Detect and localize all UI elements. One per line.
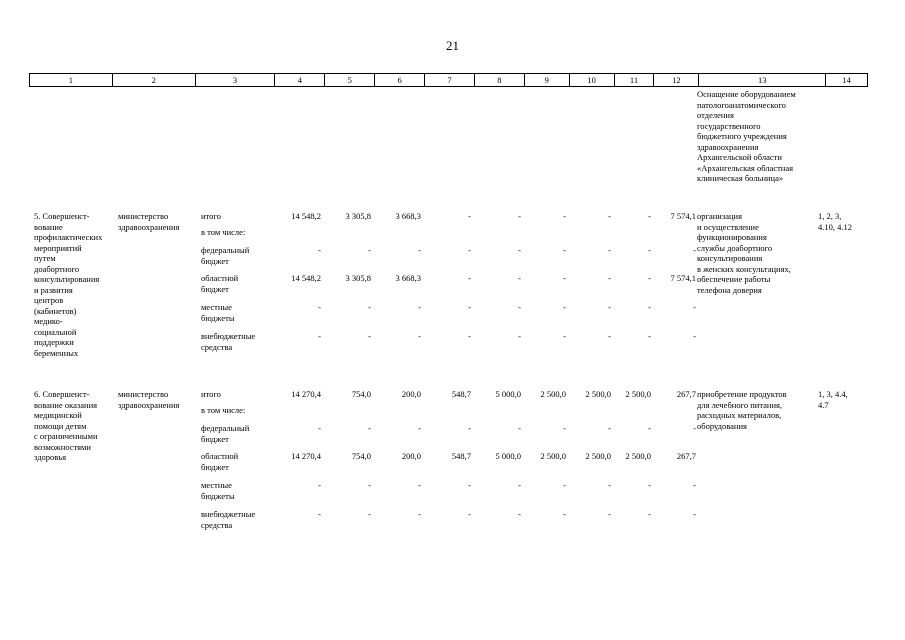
value-cell: 2 500,0	[625, 389, 651, 399]
value-cell: -	[418, 331, 421, 341]
value-cell: -	[563, 211, 566, 221]
value-cell: -	[468, 509, 471, 519]
funding-source: итого	[201, 389, 221, 399]
value-cell: 5 000,0	[495, 389, 521, 399]
value-cell: -	[563, 509, 566, 519]
value-cell: -	[563, 245, 566, 255]
value-cell: -	[693, 302, 696, 312]
value-cell: -	[418, 509, 421, 519]
value-cell: -	[468, 302, 471, 312]
value-cell: -	[518, 211, 521, 221]
value-cell: -	[693, 423, 696, 433]
value-cell: -	[318, 245, 321, 255]
value-cell: -	[563, 480, 566, 490]
funding-source: местные бюджеты	[201, 480, 235, 501]
funding-source: местные бюджеты	[201, 302, 235, 323]
value-cell: -	[518, 423, 521, 433]
value-cell: 14 270,4	[291, 451, 321, 461]
value-cell: -	[563, 273, 566, 283]
event-name: 6. Совершенст- вование оказания медицинской помощи детям с ограниченными возможностями здоровья	[34, 389, 98, 462]
value-cell: 754,0	[351, 389, 371, 399]
value-cell: -	[368, 480, 371, 490]
header-cell-10: 10	[570, 74, 615, 86]
value-cell: -	[648, 331, 651, 341]
value-cell: -	[563, 423, 566, 433]
event-name: 5. Совершенст- вование профилактических мероприятий путем доабортного консультирования и развития центров (кабинетов) медико- социальной поддержки беременных	[34, 211, 103, 358]
value-cell: -	[563, 302, 566, 312]
header-cell-1: 1	[30, 74, 113, 86]
header-cell-14: 14	[842, 75, 851, 85]
value-cell: -	[693, 480, 696, 490]
value-cell: -	[468, 273, 471, 283]
value-cell: -	[518, 302, 521, 312]
value-cell: -	[318, 480, 321, 490]
value-cell: 2 500,0	[585, 451, 611, 461]
funding-source: областной бюджет	[201, 451, 239, 472]
header-cell-6: 6	[375, 74, 425, 86]
value-cell: -	[608, 480, 611, 490]
funding-source: итого	[201, 211, 221, 221]
value-cell: -	[368, 302, 371, 312]
value-cell: 267,7	[676, 389, 696, 399]
expected-result: организация и осуществление функционирования службы доабортного консультирования в женских консультациях, обеспечение работы телефона доверия	[697, 211, 791, 295]
executor: министерство здравоохранения	[118, 389, 180, 410]
value-cell: -	[693, 331, 696, 341]
value-cell: 3 305,8	[345, 211, 371, 221]
value-cell: 3 668,3	[395, 211, 421, 221]
value-cell: -	[318, 423, 321, 433]
value-cell: -	[648, 423, 651, 433]
value-cell: -	[468, 245, 471, 255]
value-cell: 548,7	[451, 451, 471, 461]
funding-source: в том числе:	[201, 227, 246, 237]
header-cell-3: 3	[196, 74, 276, 86]
value-cell: -	[608, 273, 611, 283]
page-number: 21	[446, 38, 459, 53]
header-cell-13: 13	[699, 74, 826, 86]
value-cell: -	[468, 423, 471, 433]
value-cell: -	[418, 245, 421, 255]
continued-result-text: Оснащение оборудованием патологоанатомического отделения государственного бюджетного учреждения здравоохранения Архангельской области «Архангельская областная клиническая больница»	[697, 89, 796, 183]
value-cell: -	[418, 423, 421, 433]
value-cell: -	[518, 245, 521, 255]
value-cell: -	[608, 211, 611, 221]
value-cell: -	[648, 273, 651, 283]
header-cell-8: 8	[475, 74, 525, 86]
value-cell: 200,0	[401, 389, 421, 399]
value-cell: 7 574,1	[670, 273, 696, 283]
header-cell-7: 7	[425, 74, 475, 86]
value-cell: -	[648, 211, 651, 221]
value-cell: -	[318, 509, 321, 519]
value-cell: -	[418, 302, 421, 312]
table-header-row	[29, 73, 868, 87]
value-cell: -	[693, 245, 696, 255]
value-cell: -	[518, 331, 521, 341]
indicator-links: 1, 3, 4.4, 4.7	[818, 389, 848, 410]
header-cell-5: 5	[325, 74, 375, 86]
value-cell: -	[563, 331, 566, 341]
value-cell: 14 548,2	[291, 211, 321, 221]
value-cell: -	[608, 331, 611, 341]
header-cell-2: 2	[113, 74, 196, 86]
executor: министерство здравоохранения	[118, 211, 180, 232]
value-cell: -	[518, 273, 521, 283]
value-cell: -	[368, 509, 371, 519]
value-cell: -	[518, 509, 521, 519]
funding-source: областной бюджет	[201, 273, 239, 294]
funding-source: в том числе:	[201, 405, 246, 415]
value-cell: -	[368, 245, 371, 255]
value-cell: -	[418, 480, 421, 490]
value-cell: 267,7	[676, 451, 696, 461]
value-cell: -	[368, 331, 371, 341]
value-cell: 3 668,3	[395, 273, 421, 283]
value-cell: 548,7	[451, 389, 471, 399]
value-cell: -	[648, 245, 651, 255]
value-cell: -	[368, 423, 371, 433]
funding-source: федеральный бюджет	[201, 245, 250, 266]
value-cell: 200,0	[401, 451, 421, 461]
value-cell: -	[318, 302, 321, 312]
header-cell-9: 9	[525, 74, 570, 86]
value-cell: -	[608, 302, 611, 312]
value-cell: 2 500,0	[540, 451, 566, 461]
value-cell: 7 574,1	[670, 211, 696, 221]
value-cell: -	[608, 423, 611, 433]
value-cell: -	[468, 480, 471, 490]
value-cell: -	[608, 245, 611, 255]
value-cell: -	[468, 331, 471, 341]
value-cell: -	[318, 331, 321, 341]
funding-source: внебюджетные средства	[201, 509, 256, 530]
value-cell: -	[468, 211, 471, 221]
value-cell: -	[693, 509, 696, 519]
value-cell: 5 000,0	[495, 451, 521, 461]
funding-source: федеральный бюджет	[201, 423, 250, 444]
value-cell: -	[648, 302, 651, 312]
header-cell-11: 11	[615, 74, 655, 86]
indicator-links: 1, 2, 3, 4.10, 4.12	[818, 211, 852, 232]
value-cell: 3 305,8	[345, 273, 371, 283]
value-cell: 2 500,0	[540, 389, 566, 399]
value-cell: 2 500,0	[625, 451, 651, 461]
value-cell: -	[518, 480, 521, 490]
header-cell-4: 4	[275, 74, 325, 86]
value-cell: -	[648, 480, 651, 490]
value-cell: 14 270,4	[291, 389, 321, 399]
value-cell: 754,0	[351, 451, 371, 461]
value-cell: -	[608, 509, 611, 519]
header-cell-12: 12	[654, 74, 699, 86]
value-cell: -	[648, 509, 651, 519]
expected-result: приобретение продуктов для лечебного питания, расходных материалов, оборудования	[697, 389, 787, 431]
funding-source: внебюджетные средства	[201, 331, 256, 352]
value-cell: 2 500,0	[585, 389, 611, 399]
value-cell: 14 548,2	[291, 273, 321, 283]
